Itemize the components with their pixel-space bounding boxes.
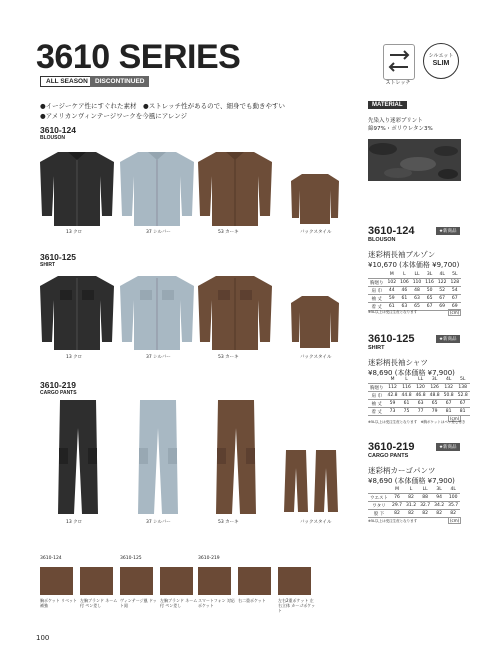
size-cell: 3L: [428, 376, 442, 384]
size-cell: 73: [386, 408, 400, 416]
shirt-black-image: [38, 272, 116, 352]
size-cell: 35.7: [448, 503, 459, 508]
size-cell: 46: [398, 287, 411, 295]
size-cell: M: [386, 271, 399, 279]
detail-thumb-image: [278, 567, 311, 595]
size-cell: 61: [386, 303, 399, 311]
detail-code: 3610-219: [198, 556, 220, 561]
material-line: 綿97%・ポリウレタン3%: [368, 126, 433, 132]
size-cell: ウエスト: [370, 495, 388, 501]
detail-caption: ヴィンテージ風 ドット釦: [120, 598, 157, 608]
material-text: [368, 117, 433, 133]
new-badge: ★新商品: [436, 335, 460, 343]
size-cell: 5L: [448, 271, 461, 279]
product-code: 3610-219: [368, 441, 415, 453]
cargo-silver-image: [136, 398, 180, 516]
size-cell: 67: [442, 400, 456, 408]
size-cell: 61: [400, 400, 414, 408]
size-cell: 82: [404, 494, 418, 502]
size-cell: 59: [386, 295, 399, 303]
size-cell: 132: [442, 384, 456, 392]
detail-caption: 左胸ブランド ネーム付 ペン差し: [80, 598, 118, 608]
size-cell: 4L: [446, 486, 460, 494]
size-cell: 48: [411, 287, 424, 295]
product-price: ¥8,690 (本体価格 ¥7,900): [368, 477, 455, 485]
size-note: ※5L以上は受注生産となります: [368, 519, 418, 523]
product-category: SHIRT: [368, 345, 385, 351]
detail-thumb-image: [80, 567, 113, 595]
size-cell: 138: [456, 384, 470, 392]
size-cell: 52.8: [457, 393, 468, 398]
blouson-black-image: [38, 148, 116, 228]
cargo-black-image: [56, 398, 100, 516]
size-cell: 胸廻り: [370, 385, 384, 391]
size-cell: 82: [404, 510, 418, 518]
material-swatch-image: [368, 139, 461, 181]
size-cell: L: [404, 486, 418, 494]
size-cell: L: [398, 271, 411, 279]
product-name: 迷彩柄カーゴパンツ: [368, 466, 436, 475]
size-cell: 122: [437, 280, 447, 285]
size-cell: 128: [450, 280, 460, 285]
color-label: バックスタイル: [300, 355, 332, 360]
section-code: 3610-219: [40, 380, 76, 390]
size-cell: [368, 486, 390, 494]
detail-code: 3610-124: [40, 556, 62, 561]
size-cell: M: [386, 376, 400, 384]
size-cell: 44: [386, 287, 399, 295]
size-cell: LL: [411, 271, 424, 279]
size-cell: 63: [398, 303, 411, 311]
color-label: 37 シルバー: [146, 355, 171, 360]
product-cargo-specs: [368, 441, 468, 486]
size-cell: 着 丈: [368, 303, 386, 311]
size-cell: 胸廻り: [370, 280, 384, 286]
size-cell: 5L: [456, 376, 470, 384]
page-number: 100: [36, 634, 50, 642]
color-label: 53 カーキ: [218, 520, 239, 525]
size-cell: 67: [456, 400, 470, 408]
size-cell: 29.7: [392, 503, 403, 508]
size-cell: 袖 丈: [368, 400, 386, 408]
size-cell: 61: [398, 295, 411, 303]
size-cell: 102: [387, 280, 397, 285]
size-cell: LL: [414, 376, 428, 384]
size-cell: 袖 丈: [368, 295, 386, 303]
size-note: ※5L以上は受注生産となります: [368, 310, 418, 314]
cargo-khaki-image: [214, 398, 258, 516]
color-label: 37 シルバー: [146, 520, 171, 525]
size-cell: 82: [390, 510, 404, 518]
unit-label: (cm): [450, 518, 460, 523]
detail-caption: 胸ポケット リベット補強: [40, 598, 77, 608]
blouson-silver-image: [118, 148, 196, 228]
color-label: 13 クロ: [66, 520, 83, 525]
size-cell: 42.8: [387, 393, 398, 398]
size-cell: 着 丈: [368, 408, 386, 416]
feature-line: ●イージーケア性にすぐれた素材 ●ストレッチ性があるので、細身でも動きやすい: [40, 102, 286, 110]
size-cell: 120: [414, 384, 428, 392]
silhouette-value: SLIM: [432, 60, 450, 67]
size-cell: 88: [418, 494, 432, 502]
size-cell: 82: [446, 510, 460, 518]
size-cell: 34.2: [434, 503, 445, 508]
size-cell: 79: [428, 408, 442, 416]
size-cell: 48.8: [429, 393, 440, 398]
section-sub: BLOUSON: [40, 135, 65, 141]
size-cell: 46.8: [415, 393, 426, 398]
shirt-silver-image: [118, 272, 196, 352]
size-cell: 67: [423, 303, 436, 311]
color-label: 53 カーキ: [218, 230, 239, 235]
silhouette-badge: [423, 43, 459, 79]
size-cell: 82: [432, 510, 446, 518]
size-table-shirt: [368, 376, 470, 416]
color-label: 13 クロ: [66, 355, 83, 360]
size-cell: 81: [456, 408, 470, 416]
detail-caption: 左胸ブランド ネーム付 ペン差し: [160, 598, 198, 608]
silhouette-label: シルエット: [428, 53, 454, 59]
size-cell: 31.2: [406, 503, 417, 508]
new-badge: ★新商品: [436, 227, 460, 235]
size-cell: 65: [428, 400, 442, 408]
detail-code: 3610-125: [120, 556, 142, 561]
size-cell: 76: [390, 494, 404, 502]
product-blouson-specs: [368, 225, 468, 270]
color-label: 37 シルバー: [146, 230, 171, 235]
product-category: CARGO PANTS: [368, 453, 409, 459]
feature-line: ●アメリカンヴィンテージワークを今風にアレンジ: [40, 112, 188, 120]
section-sub: SHIRT: [40, 262, 55, 268]
product-code: 3610-125: [368, 333, 415, 345]
material-label: MATERIAL: [368, 101, 407, 109]
size-cell: 67: [448, 295, 461, 303]
size-cell: [368, 271, 386, 279]
size-cell: 4L: [436, 271, 449, 279]
season-badge: ALL SEASON: [40, 76, 94, 87]
size-cell: 股 下: [368, 510, 390, 518]
product-category: BLOUSON: [368, 237, 396, 243]
size-cell: 肩 巾: [368, 392, 386, 400]
size-cell: 116: [400, 384, 414, 392]
color-label: バックスタイル: [300, 230, 332, 235]
size-cell: 52: [436, 287, 449, 295]
shirt-khaki-image: [196, 272, 274, 352]
size-cell: 63: [414, 400, 428, 408]
detail-caption: 左右2重ポケット 左右立体 カーゴポケット: [278, 598, 316, 613]
detail-thumb-image: [160, 567, 193, 595]
size-cell: 77: [414, 408, 428, 416]
section-code: 3610-124: [40, 125, 76, 135]
size-cell: ワタリ: [368, 502, 390, 510]
size-cell: M: [390, 486, 404, 494]
size-cell: 50.8: [443, 393, 454, 398]
size-cell: 54: [448, 287, 461, 295]
size-cell: 65: [411, 303, 424, 311]
size-cell: 3L: [432, 486, 446, 494]
size-cell: 100: [446, 494, 460, 502]
section-blouson: [40, 126, 76, 141]
detail-thumb-image: [120, 567, 153, 595]
size-cell: [368, 376, 386, 384]
material-line: 先染入り迷彩プリント: [368, 118, 423, 124]
product-code: 3610-124: [368, 225, 415, 237]
section-cargo: [40, 381, 77, 396]
size-cell: 94: [432, 494, 446, 502]
product-shirt-specs: [368, 333, 468, 378]
feature-list: [40, 101, 285, 121]
size-cell: 50: [423, 287, 436, 295]
section-sub: CARGO PANTS: [40, 390, 77, 396]
new-badge: ★新商品: [436, 443, 460, 451]
size-cell: 4L: [442, 376, 456, 384]
size-cell: 69: [448, 303, 461, 311]
product-price: ¥10,670 (本体価格 ¥9,700): [368, 261, 460, 269]
detail-thumb-image: [198, 567, 231, 595]
size-cell: 32.7: [420, 503, 431, 508]
size-cell: 112: [386, 384, 400, 392]
product-price: ¥8,690 (本体価格 ¥7,900): [368, 369, 455, 377]
product-name: 迷彩柄長袖シャツ: [368, 358, 428, 367]
size-cell: LL: [418, 486, 432, 494]
section-shirt: [40, 253, 76, 268]
color-label: 53 カーキ: [218, 355, 239, 360]
size-cell: 3L: [423, 271, 436, 279]
size-note: ※5L以上は受注生産となります ※胸ポケットはペン差し付き: [368, 420, 466, 424]
size-cell: 106: [400, 280, 409, 285]
unit-label: (cm): [450, 416, 460, 421]
size-cell: 59: [386, 400, 400, 408]
series-title: 3610 SERIES: [36, 38, 241, 76]
discontinued-badge: DISCONTINUED: [90, 76, 149, 87]
size-cell: 81: [442, 408, 456, 416]
color-label: バックスタイル: [300, 520, 332, 525]
cargo-side-image: [282, 448, 310, 514]
size-cell: 63: [411, 295, 424, 303]
stretch-icon: [383, 44, 415, 80]
detail-caption: スマートフォン 対応ポケット: [198, 598, 235, 608]
size-cell: 65: [423, 295, 436, 303]
size-cell: 110: [412, 280, 422, 285]
blouson-back-image: [290, 172, 340, 226]
size-table-blouson: [368, 271, 461, 311]
size-cell: 82: [418, 510, 432, 518]
blouson-khaki-image: [196, 148, 274, 228]
size-cell: 肩 巾: [368, 287, 386, 295]
detail-thumb-image: [40, 567, 73, 595]
size-table-cargo: [368, 486, 460, 518]
size-cell: 69: [436, 303, 449, 311]
section-code: 3610-125: [40, 252, 76, 262]
size-cell: 126: [428, 384, 442, 392]
color-label: 13 クロ: [66, 230, 83, 235]
size-cell: 75: [400, 408, 414, 416]
size-cell: L: [400, 376, 414, 384]
detail-thumb-image: [238, 567, 271, 595]
detail-caption: 右二重ポケット: [238, 598, 266, 603]
shirt-back-image: [290, 294, 340, 350]
stretch-label: ストレッチ: [385, 80, 411, 86]
size-cell: 44.8: [401, 393, 412, 398]
size-cell: 116: [425, 280, 434, 285]
product-name: 迷彩柄長袖ブルゾン: [368, 250, 436, 259]
size-cell: 67: [436, 295, 449, 303]
cargo-back-image: [312, 448, 340, 514]
unit-label: (cm): [450, 310, 460, 315]
